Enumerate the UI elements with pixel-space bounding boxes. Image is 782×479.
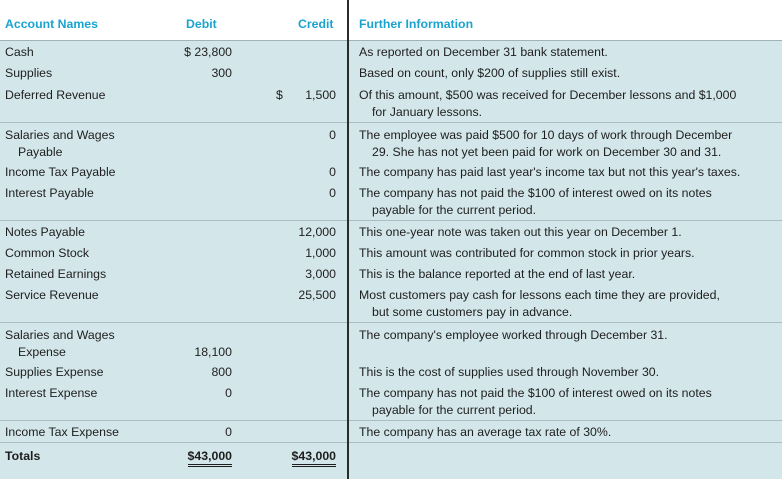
credit-value: 12,000: [298, 225, 336, 239]
total-credit-value: $43,000: [292, 449, 336, 467]
header-divider: [0, 40, 782, 41]
account-name-line: Salaries and Wages: [5, 328, 115, 342]
further-info-line: for January lessons.: [372, 105, 483, 119]
header-debit: Debit: [186, 17, 217, 31]
account-name: Cash: [5, 45, 34, 59]
further-info: [359, 385, 779, 419]
account-name: Retained Earnings: [5, 267, 107, 281]
further-info: Based on count, only $200 of supplies still exist.: [359, 66, 621, 80]
account-name-line: Payable: [18, 145, 63, 159]
further-info-line: payable for the current period.: [372, 403, 537, 417]
credit-value: 0: [329, 186, 336, 200]
further-info-line: Most customers pay cash for lessons each time they are provided,: [359, 288, 720, 302]
account-name: Supplies: [5, 66, 53, 80]
account-name: Common Stock: [5, 246, 90, 260]
further-info-line: 29. She has not yet been paid for work on December 30 and 31.: [372, 145, 722, 159]
further-info-line: payable for the current period.: [372, 203, 537, 217]
debit-value: 18,100: [194, 345, 232, 359]
header-credit: Credit: [298, 17, 334, 31]
further-info-line: The company has not paid the $100 of interest owed on its notes: [359, 386, 712, 400]
credit-value: 1,000: [305, 246, 336, 260]
account-name: [5, 127, 165, 161]
further-info: The company has an average tax rate of 30%.: [359, 425, 612, 439]
debit-value: 300: [211, 66, 232, 80]
credit-value: 1,500: [305, 88, 336, 102]
further-info: This is the balance reported at the end of last year.: [359, 267, 636, 281]
further-info: [359, 87, 779, 121]
account-name: Interest Expense: [5, 386, 98, 400]
further-info-line: The employee was paid $500 for 10 days of work through December: [359, 128, 733, 142]
further-info: [359, 127, 779, 161]
account-name-line: Salaries and Wages: [5, 128, 115, 142]
account-name: [5, 327, 165, 361]
credit-value: 0: [329, 165, 336, 179]
further-info: This amount was contributed for common stock in prior years.: [359, 246, 695, 260]
account-name: Income Tax Payable: [5, 165, 116, 179]
credit-value: 0: [329, 128, 336, 142]
further-info: This one-year note was taken out this year on December 1.: [359, 225, 682, 239]
further-info-line: Of this amount, $500 was received for December lessons and $1,000: [359, 88, 737, 102]
account-name: Deferred Revenue: [5, 88, 106, 102]
total-credit: [270, 448, 336, 465]
total-debit: [160, 448, 232, 465]
table-row: [0, 122, 782, 159]
header-further-information: Further Information: [359, 17, 474, 31]
further-info: This is the cost of supplies used through November 30.: [359, 365, 660, 379]
further-info: The company's employee worked through December 31.: [359, 328, 668, 342]
credit-value: 3,000: [305, 267, 336, 281]
account-name: Service Revenue: [5, 288, 99, 302]
credit-value: 25,500: [298, 288, 336, 302]
further-info: As reported on December 31 bank statement.: [359, 45, 608, 59]
further-info-line: The company has not paid the $100 of interest owed on its notes: [359, 186, 712, 200]
account-name: Interest Payable: [5, 186, 94, 200]
table-row: [0, 220, 782, 239]
table-row: [0, 420, 782, 439]
header-account-names: Account Names: [5, 17, 98, 31]
column-divider: [347, 0, 349, 479]
further-info: The company has paid last year's income tax but not this year's taxes.: [359, 165, 741, 179]
account-name-line: Expense: [18, 345, 66, 359]
debit-value: 800: [211, 365, 232, 379]
totals-label: Totals: [5, 449, 41, 463]
further-info: [359, 185, 779, 219]
account-name: Supplies Expense: [5, 365, 104, 379]
debit-value: 0: [225, 386, 232, 400]
debit-value: $ 23,800: [184, 45, 232, 59]
further-info-line: but some customers pay in advance.: [372, 305, 573, 319]
further-info: [359, 287, 779, 321]
total-debit-value: $43,000: [188, 449, 232, 467]
debit-value: 0: [225, 425, 232, 439]
table-row: [0, 322, 782, 359]
credit-dollar-sign: $: [276, 88, 283, 102]
totals-row: [0, 442, 782, 463]
account-name: Income Tax Expense: [5, 425, 119, 439]
account-name: Notes Payable: [5, 225, 85, 239]
